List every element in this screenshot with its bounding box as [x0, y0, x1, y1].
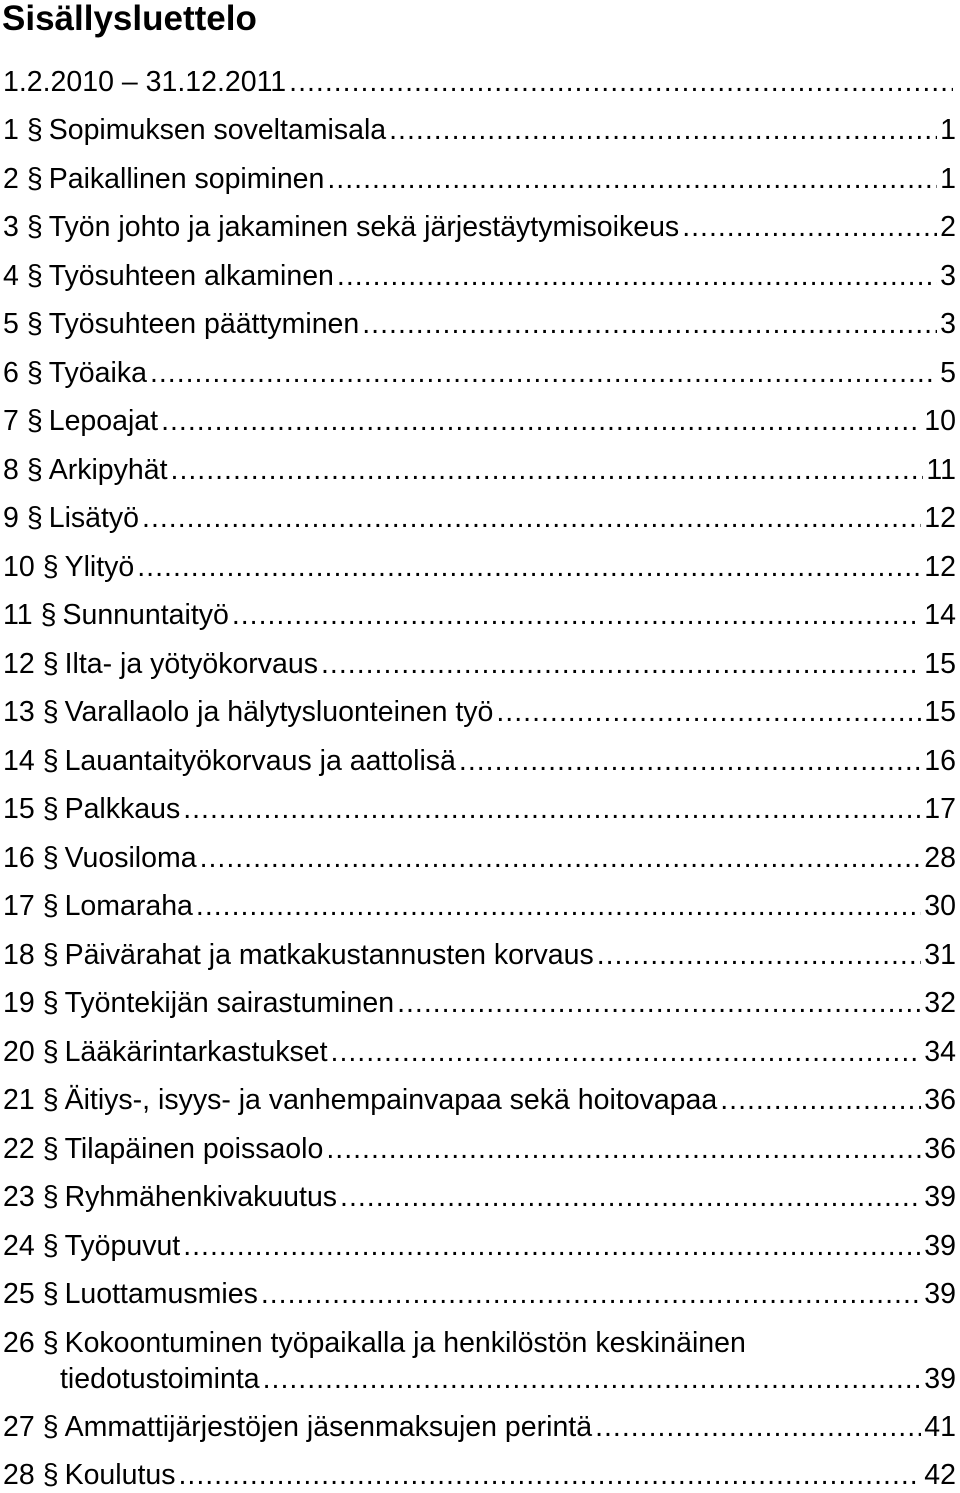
- toc-entry-page: 39: [924, 1363, 956, 1395]
- toc-entry-number: 7: [3, 405, 19, 437]
- section-sign-icon: §: [42, 1084, 59, 1116]
- toc-entry-text: Lepoajat: [48, 405, 159, 437]
- toc-entry-text: 1.2.2010 – 31.12.2011: [3, 66, 287, 98]
- toc-entry-number: 23: [3, 1181, 35, 1213]
- toc-entry-page: 11: [926, 454, 956, 486]
- toc-entry-text: Työsuhteen alkaminen: [48, 260, 334, 292]
- toc-entry-text: Työn johto ja jakaminen sekä järjestäytymisoikeus: [48, 211, 680, 243]
- toc-entry-number: 6: [3, 357, 19, 389]
- toc-entry-text: Työsuhteen päättyminen: [48, 308, 360, 340]
- toc-entry-page: 1: [940, 163, 956, 195]
- toc-leader-dots: [389, 113, 937, 147]
- toc-leader-dots: [150, 356, 937, 390]
- section-sign-icon: §: [26, 308, 43, 340]
- section-sign-icon: §: [40, 599, 57, 631]
- toc-entry-number: 12: [3, 648, 35, 680]
- toc-entry-number: 22: [3, 1133, 35, 1165]
- toc-entry-page: 15: [924, 648, 956, 680]
- toc-entry-15[interactable]: [3, 792, 956, 826]
- toc-entry-20[interactable]: [3, 1035, 956, 1069]
- toc-entry-page: 16: [924, 745, 956, 777]
- section-sign-icon: §: [26, 502, 43, 534]
- toc-leader-dots: [183, 1229, 921, 1263]
- section-sign-icon: §: [42, 1278, 59, 1310]
- toc-entry-page: 12: [924, 502, 956, 534]
- section-sign-icon: §: [42, 987, 59, 1019]
- toc-entry-number: 11: [3, 599, 33, 631]
- toc-entry-page: 36: [924, 1084, 956, 1116]
- toc-entry-number: 14: [3, 745, 35, 777]
- toc-leader-dots: [321, 647, 921, 681]
- toc-entry-text: Koulutus: [64, 1459, 176, 1491]
- toc-entry-page: 17: [924, 793, 956, 825]
- toc-leader-dots: [161, 404, 921, 438]
- toc-entry-page: 28: [924, 842, 956, 874]
- toc-entry-page: 32: [924, 987, 956, 1019]
- toc-entry-5[interactable]: [3, 307, 956, 341]
- toc-entry-6[interactable]: [3, 356, 956, 390]
- toc-entry-page: 31: [924, 939, 956, 971]
- toc-entry-21[interactable]: [3, 1083, 956, 1117]
- toc-entry-text: Lomaraha: [64, 890, 193, 922]
- toc-entry-text: Tilapäinen poissaolo: [64, 1133, 324, 1165]
- section-sign-icon: §: [26, 454, 43, 486]
- toc-entry-number: 27: [3, 1411, 35, 1443]
- toc-entry-page: 42: [924, 1459, 956, 1491]
- toc-entry-28[interactable]: [3, 1458, 956, 1492]
- toc-entry-number: 15: [3, 793, 35, 825]
- toc-entry-1[interactable]: [3, 113, 956, 147]
- toc-entry-10[interactable]: [3, 550, 956, 584]
- toc-entry-7[interactable]: [3, 404, 956, 438]
- toc-entry-number: 5: [3, 308, 19, 340]
- section-sign-icon: §: [42, 696, 59, 728]
- section-sign-icon: §: [42, 1181, 59, 1213]
- toc-entry-text: Lauantaityökorvaus ja aattolisä: [64, 745, 456, 777]
- toc-entry-page: 12: [924, 551, 956, 583]
- toc-entry-number: 2: [3, 163, 19, 195]
- toc-entry-page: 10: [924, 405, 956, 437]
- toc-leader-dots: [326, 1132, 921, 1166]
- toc-entry-12[interactable]: [3, 647, 956, 681]
- toc-entry-13[interactable]: [3, 695, 956, 729]
- toc-leader-dots: [331, 1035, 922, 1069]
- section-sign-icon: §: [26, 114, 43, 146]
- toc-leader-dots: [337, 259, 937, 293]
- toc-entry-number: 1: [3, 114, 19, 146]
- toc-entry-18[interactable]: [3, 938, 956, 972]
- toc-leader-dots: [261, 1277, 921, 1311]
- toc-entry-text: Työntekijän sairastuminen: [64, 987, 395, 1019]
- toc-entry-page: 39: [924, 1278, 956, 1310]
- toc-entry-text: Luottamusmies: [64, 1278, 258, 1310]
- toc-entry-text: Lääkärintarkastukset: [64, 1036, 328, 1068]
- section-sign-icon: §: [42, 551, 59, 583]
- section-sign-icon: §: [42, 1230, 59, 1262]
- toc-leader-dots: [720, 1083, 921, 1117]
- toc-entry-text: Ammattijärjestöjen jäsenmaksujen perintä: [64, 1411, 593, 1443]
- toc-entry-4[interactable]: [3, 259, 956, 293]
- section-sign-icon: §: [42, 1133, 59, 1165]
- toc-entry-text: Työpuvut: [64, 1230, 181, 1262]
- toc-leader-dots: [340, 1180, 921, 1214]
- toc-entry-16[interactable]: [3, 841, 956, 875]
- toc-entry-page: 1: [940, 114, 956, 146]
- toc-entry-text: Kokoontuminen työpaikalla ja henkilöstön keskinäinen: [64, 1327, 746, 1359]
- toc-entry-3[interactable]: [3, 210, 956, 244]
- section-sign-icon: §: [42, 939, 59, 971]
- toc-entry-text: Sunnuntaityö: [62, 599, 229, 631]
- toc-entry-22[interactable]: [3, 1132, 956, 1166]
- toc-entry-page: 34: [924, 1036, 956, 1068]
- toc-entry-26-line-1[interactable]: [3, 1326, 746, 1360]
- toc-leader-dots: [289, 65, 953, 99]
- toc-entry-number: 13: [3, 696, 35, 728]
- toc-entry-page: 3: [940, 308, 956, 340]
- toc-leader-dots: [171, 453, 924, 487]
- section-sign-icon: §: [26, 405, 43, 437]
- toc-entry-text-continued: tiedotustoiminta: [60, 1363, 260, 1395]
- toc-leader-dots: [327, 162, 937, 196]
- toc-entry-page: 39: [924, 1230, 956, 1262]
- toc-entry-14[interactable]: [3, 744, 956, 778]
- toc-leader-dots: [200, 841, 922, 875]
- toc-leader-dots: [142, 501, 921, 535]
- toc-entry-period[interactable]: [3, 65, 956, 99]
- section-sign-icon: §: [26, 211, 43, 243]
- toc-entry-number: 10: [3, 551, 35, 583]
- toc-leader-dots: [232, 598, 921, 632]
- section-sign-icon: §: [42, 1327, 59, 1359]
- section-sign-icon: §: [42, 842, 59, 874]
- toc-entry-text: Sopimuksen soveltamisala: [48, 114, 387, 146]
- section-sign-icon: §: [42, 1411, 59, 1443]
- toc-entry-number: 25: [3, 1278, 35, 1310]
- toc-leader-dots: [397, 986, 921, 1020]
- toc-entry-number: 18: [3, 939, 35, 971]
- toc-leader-dots: [183, 792, 921, 826]
- toc-leader-dots: [196, 889, 921, 923]
- section-sign-icon: §: [26, 260, 43, 292]
- toc-entry-2[interactable]: [3, 162, 956, 196]
- toc-leader-dots: [682, 210, 937, 244]
- toc-leader-dots: [597, 938, 922, 972]
- toc-entry-text: Palkkaus: [64, 793, 181, 825]
- section-sign-icon: §: [42, 745, 59, 777]
- toc-entry-11[interactable]: [3, 598, 956, 632]
- toc-entry-19[interactable]: [3, 986, 956, 1020]
- toc-entry-text: Äitiys-, isyys- ja vanhempainvapaa sekä hoitovapaa: [64, 1084, 718, 1116]
- toc-entry-page: 41: [924, 1411, 956, 1443]
- toc-entry-text: Arkipyhät: [48, 454, 168, 486]
- toc-entry-number: 16: [3, 842, 35, 874]
- toc-entry-17[interactable]: [3, 889, 956, 923]
- toc-entry-page: 3: [940, 260, 956, 292]
- toc-leader-dots: [178, 1458, 921, 1492]
- toc-entry-9[interactable]: [3, 501, 956, 535]
- toc-entry-text: Varallaolo ja hälytysluonteinen työ: [64, 696, 494, 728]
- toc-entry-number: 9: [3, 502, 19, 534]
- toc-entry-text: Lisätyö: [48, 502, 140, 534]
- section-sign-icon: §: [26, 163, 43, 195]
- toc-entry-page: 2: [940, 211, 956, 243]
- toc-entry-text: Ryhmähenkivakuutus: [64, 1181, 338, 1213]
- toc-leader-dots: [496, 695, 921, 729]
- toc-entry-text: Paikallinen sopiminen: [48, 163, 325, 195]
- toc-entry-23[interactable]: [3, 1180, 956, 1214]
- toc-entry-page: 30: [924, 890, 956, 922]
- toc-entry-24[interactable]: [3, 1229, 956, 1263]
- toc-leader-dots: [459, 744, 921, 778]
- section-sign-icon: §: [42, 890, 59, 922]
- section-sign-icon: §: [26, 357, 43, 389]
- toc-entry-number: 3: [3, 211, 19, 243]
- toc-entry-page: 5: [940, 357, 956, 389]
- toc-entry-8[interactable]: [3, 453, 956, 487]
- toc-entry-text: Ylityö: [64, 551, 135, 583]
- section-sign-icon: §: [42, 1036, 59, 1068]
- section-sign-icon: §: [42, 793, 59, 825]
- document-title: Sisällysluettelo: [2, 0, 257, 38]
- toc-leader-dots: [362, 307, 937, 341]
- toc-entry-page: 39: [924, 1181, 956, 1213]
- toc-leader-dots: [263, 1362, 922, 1396]
- section-sign-icon: §: [42, 648, 59, 680]
- toc-entry-number: 8: [3, 454, 19, 486]
- toc-entry-number: 17: [3, 890, 35, 922]
- toc-entry-number: 19: [3, 987, 35, 1019]
- toc-entry-page: 15: [924, 696, 956, 728]
- toc-entry-page: 14: [924, 599, 956, 631]
- toc-entry-number: 20: [3, 1036, 35, 1068]
- toc-entry-26-line-2[interactable]: [60, 1362, 956, 1396]
- toc-entry-text: Päivärahat ja matkakustannusten korvaus: [64, 939, 594, 971]
- section-sign-icon: §: [42, 1459, 59, 1491]
- toc-entry-27[interactable]: [3, 1410, 956, 1444]
- toc-entry-number: 24: [3, 1230, 35, 1262]
- toc-entry-text: Ilta- ja yötyökorvaus: [64, 648, 319, 680]
- toc-entry-25[interactable]: [3, 1277, 956, 1311]
- toc-entry-page: 36: [924, 1133, 956, 1165]
- toc-entry-number: 26: [3, 1327, 35, 1359]
- toc-entry-text: Työaika: [48, 357, 147, 389]
- toc-entry-number: 21: [3, 1084, 35, 1116]
- toc-leader-dots: [137, 550, 921, 584]
- toc-leader-dots: [595, 1410, 921, 1444]
- toc-entry-number: 4: [3, 260, 19, 292]
- toc-entry-text: Vuosiloma: [64, 842, 197, 874]
- toc-entry-number: 28: [3, 1459, 35, 1491]
